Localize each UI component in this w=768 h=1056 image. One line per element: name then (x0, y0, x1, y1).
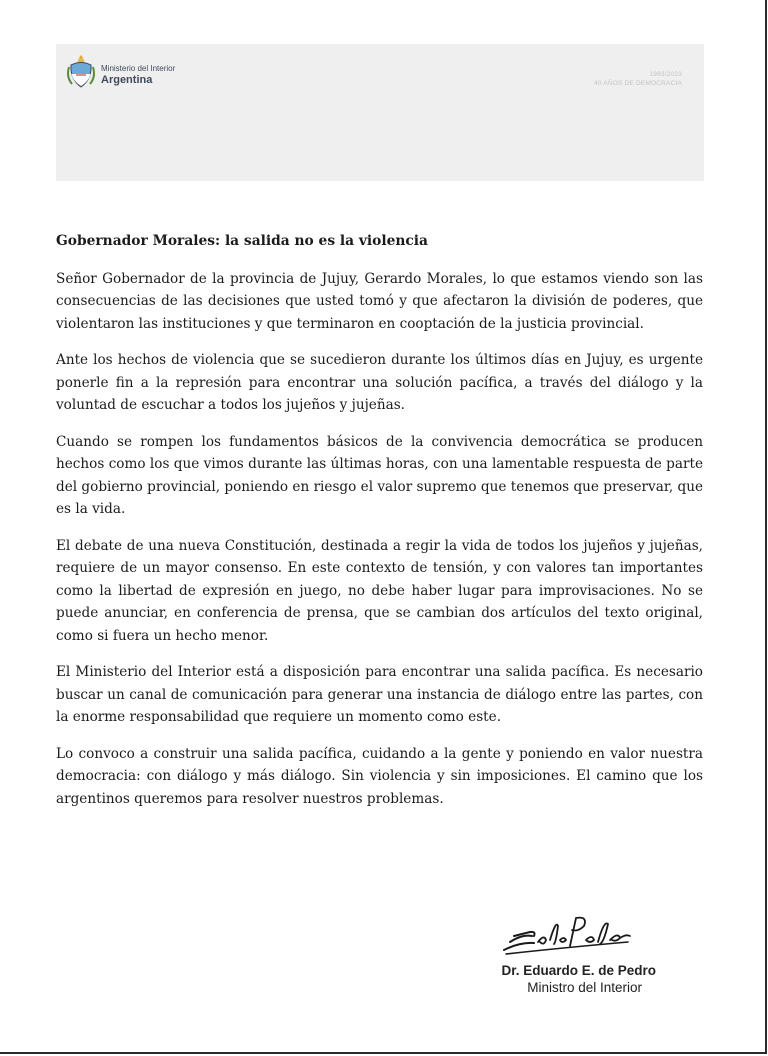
anniversary-stamp (594, 70, 682, 88)
signature-block (501, 912, 656, 996)
country-line: Argentina (101, 74, 153, 86)
signer-role: Ministro del Interior (527, 980, 642, 995)
signer-name: Dr. Eduardo E. de Pedro (501, 963, 656, 978)
letter-title: Gobernador Morales: la salida no es la violencia (56, 233, 428, 249)
paragraph: El debate de una nueva Constitución, destinada a regir la vida de todos los jujeños y jujeñas, requiere de un mayor consenso. En este contexto de tensión, y con valores tan importantes como la libertad de expresión en juego, no debe haber lugar para improvisaciones. No se puede anunciar, en conferencia de prensa, que se cambian dos artículos del texto original, como si fuera un hecho menor. (56, 537, 703, 644)
stamp-date: 1983/2023 (649, 71, 682, 78)
ministry-line: Ministerio del Interior (101, 64, 176, 73)
coat-of-arms-icon (66, 53, 96, 91)
stamp-motto: 40 AÑOS DE DEMOCRACIA (594, 80, 682, 87)
paragraph: Cuando se rompen los fundamentos básicos de la convivencia democrática se producen hechos como los que vimos durante las últimas horas, con una lamentable respuesta de parte del gobierno provincial, poniendo en riesgo el valor supremo que tenemos que preservar, que es la vida. (56, 433, 703, 517)
paragraph: Señor Gobernador de la provincia de Jujuy, Gerardo Morales, lo que estamos viendo son las consecuencias de las decisiones que usted tomó y que afectaron la división de poderes, que violentaron las instituciones y que terminaron en cooptación de la justicia provincial. (56, 270, 703, 332)
paragraph: Lo convoco a construir una salida pacífica, cuidando a la gente y poniendo en valor nuestra democracia: con diálogo y más diálogo. Sin violencia y sin imposiciones. El camino que los argentinos queremos para resolver nuestros problemas. (56, 745, 703, 807)
paragraph: El Ministerio del Interior está a disposición para encontrar una salida pacífica. Es necesario buscar un canal de comunicación para generar una instancia de diálogo entre las partes, con la enorme responsabilidad que requiere un momento como este. (56, 664, 703, 725)
letter-body (56, 230, 703, 824)
ministry-brand (101, 64, 175, 87)
paragraph: Ante los hechos de violencia que se sucedieron durante los últimos días en Jujuy, es urgente ponerle fin a la represión para encontrar una solución pacífica, a través del diálogo y la voluntad de escuchar a todos los jujeños y jujeñas. (56, 352, 703, 413)
